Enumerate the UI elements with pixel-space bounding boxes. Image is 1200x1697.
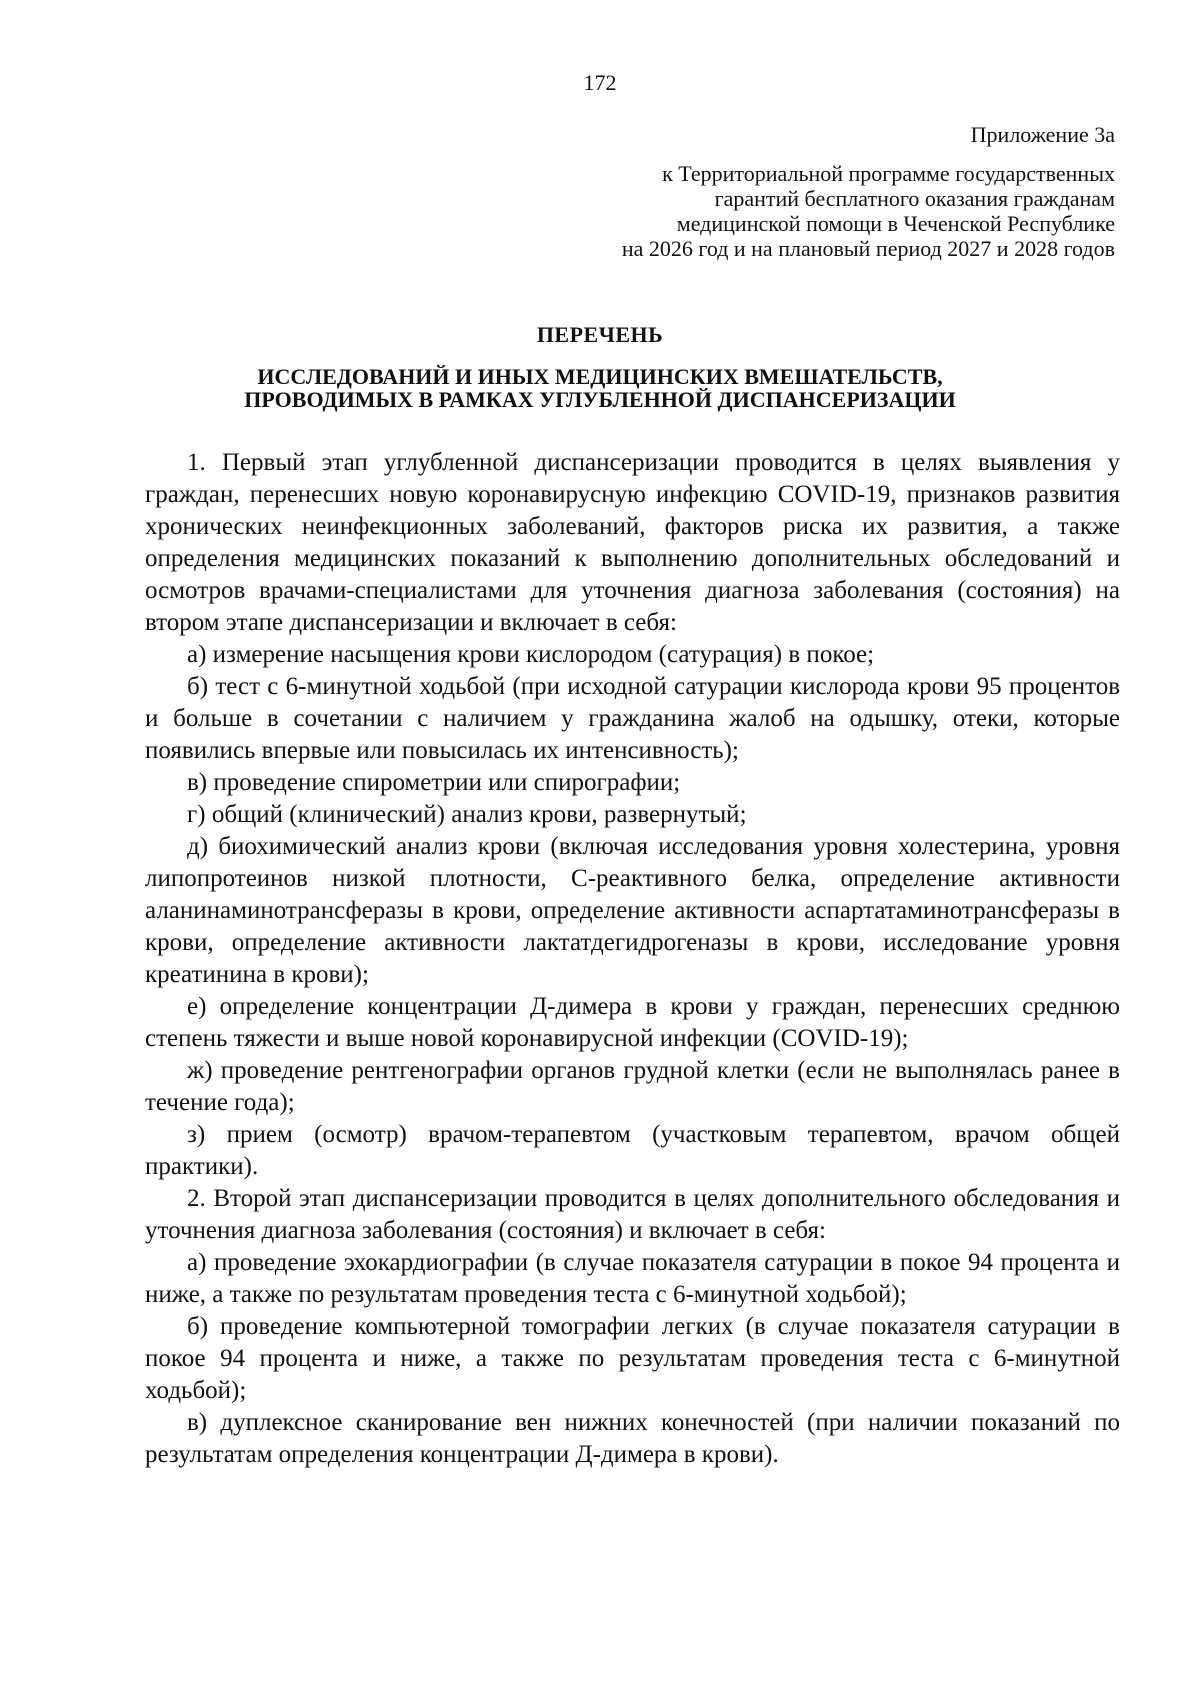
list-item-1b: б) тест с 6-минутной ходьбой (при исходной сатурации кислорода крови 95 процентов и больше в сочетании с наличием у гражданина жалоб на одышку, отеки, которые появились впервые или повысилась их интенсивность); [145,673,1120,764]
title-line-1: ИССЛЕДОВАНИЙ И ИНЫХ МЕДИЦИНСКИХ ВМЕШАТЕЛЬСТВ, [257,364,943,389]
document-body [145,447,1120,1471]
title-line-2: ПРОВОДИМЫХ В РАМКАХ УГЛУБЛЕННОЙ ДИСПАНСЕРИЗАЦИИ [244,387,956,412]
list-item-1e: д) биохимический анализ крови (включая исследования уровня холестерина, уровня липопротеинов низкой плотности, С-реактивного белка, определение активности аланинаминотрансферазы в крови, определение активности аспартатаминотрансферазы в крови, определение активности лактатдегидрогеназы в крови, исследование уровня креатинина в крови); [145,833,1120,988]
list-item-1h: з) прием (осмотр) врачом-терапевтом (участковым терапевтом, врачом общей практики). [145,1121,1120,1180]
page-number: 172 [583,70,617,95]
list-item-1g: ж) проведение рентгенографии органов грудной клетки (если не выполнялась ранее в течение года); [145,1057,1120,1116]
appendix-line: к Территориальной программе государственных [662,161,1115,186]
appendix-line: на 2026 год и на плановый период 2027 и 2028 годов [621,236,1115,261]
list-item-1a: а) измерение насыщения крови кислородом (сатурация) в покое; [187,641,875,668]
list-item-2b: б) проведение компьютерной томографии легких (в случае показателя сатурации в покое 94 процента и ниже, а также по результатам проведения теста с 6-минутной ходьбой); [145,1313,1120,1404]
list-item-2a: а) проведение эхокардиографии (в случае показателя сатурации в покое 94 процента и ниже, а также по результатам проведения теста с 6-минутной ходьбой); [145,1249,1120,1308]
list-item-2c: в) дуплексное сканирование вен нижних конечностей (при наличии показаний по результатам определения концентрации Д-димера в крови). [145,1409,1120,1468]
document-title [130,323,1070,411]
appendix-line: медицинской помощи в Чеченской Республике [676,211,1115,236]
list-item-1f: е) определение концентрации Д-димера в крови у граждан, перенесших среднюю степень тяжести и выше новой коронавирусной инфекции (COVID-19); [145,993,1120,1052]
appendix-lines [415,161,1115,261]
list-item-1c: в) проведение спирометрии или спирографии; [187,769,681,796]
title-word: ПЕРЕЧЕНЬ [536,322,664,347]
list-item-1d: г) общий (клинический) анализ крови, развернутый; [187,801,747,828]
paragraph-stage-2-intro: 2. Второй этап диспансеризации проводится в целях дополнительного обследования и уточнения диагноза заболевания (состояния) и включает в себя: [145,1185,1120,1244]
paragraph-stage-1-intro: 1. Первый этап углубленной диспансеризации проводится в целях выявления у граждан, перенесших новую коронавирусную инфекцию COVID-19, признаков развития хронических неинфекционных заболеваний, факторов риска их развития, а также определения медицинских показаний к выполнению дополнительных обследований и осмотров врачами-специалистами для уточнения диагноза заболевания (состояния) на втором этапе диспансеризации и включает в себя: [145,449,1120,636]
appendix-block [415,122,1115,261]
appendix-title: Приложение 3а [970,122,1115,147]
appendix-line: гарантий бесплатного оказания гражданам [714,186,1115,211]
